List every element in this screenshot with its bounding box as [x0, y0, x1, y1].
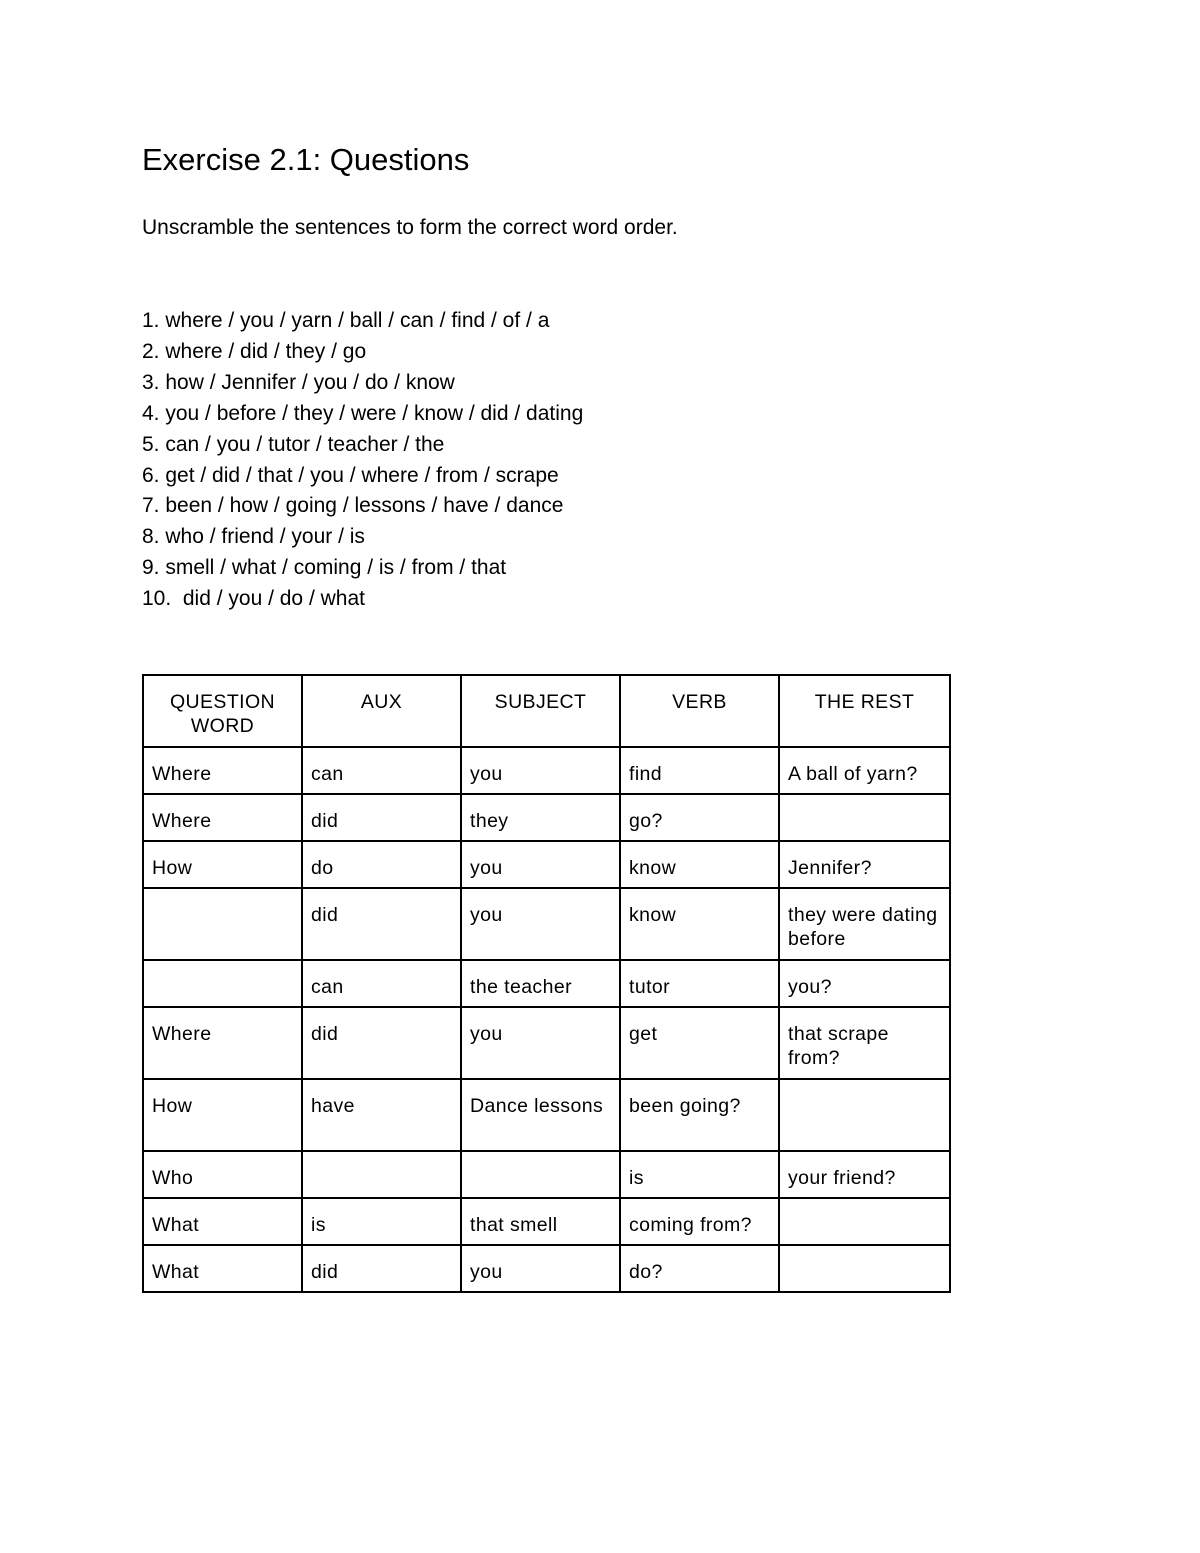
- cell-verb: tutor: [620, 960, 779, 1007]
- table-header-row: [143, 675, 950, 747]
- cell-verb: go?: [620, 794, 779, 841]
- cell-question-word: Who: [143, 1151, 302, 1198]
- cell-aux: did: [302, 1007, 461, 1079]
- scrambled-sentence: 10. did / you / do / what: [142, 587, 365, 611]
- cell-the-rest: [779, 794, 950, 841]
- cell-the-rest: Jennifer?: [779, 841, 950, 888]
- instructions-text: Unscramble the sentences to form the correct word order.: [142, 216, 678, 239]
- cell-subject: that smell: [461, 1198, 620, 1245]
- cell-aux: can: [302, 960, 461, 1007]
- table-row: [143, 1007, 950, 1079]
- exercise-title: Exercise 2.1: Questions: [142, 142, 470, 177]
- table-row: [143, 1245, 950, 1292]
- cell-the-rest: [779, 1245, 950, 1292]
- cell-aux: [302, 1151, 461, 1198]
- cell-question-word: [143, 888, 302, 960]
- table-row: [143, 841, 950, 888]
- table-row: [143, 794, 950, 841]
- cell-aux: did: [302, 888, 461, 960]
- cell-the-rest: A ball of yarn?: [779, 747, 950, 794]
- cell-subject: you: [461, 888, 620, 960]
- cell-subject: you: [461, 747, 620, 794]
- header-the-rest: THE REST: [779, 675, 950, 747]
- table-row: [143, 1079, 950, 1151]
- scrambled-sentence: 2. where / did / they / go: [142, 339, 367, 363]
- scrambled-sentence: 7. been / how / going / lessons / have / dance: [142, 494, 564, 518]
- cell-subject: you: [461, 1245, 620, 1292]
- cell-question-word: [143, 960, 302, 1007]
- header-aux: AUX: [302, 675, 461, 747]
- cell-aux: have: [302, 1079, 461, 1151]
- cell-aux: do: [302, 841, 461, 888]
- cell-verb: know: [620, 888, 779, 960]
- cell-question-word: Where: [143, 747, 302, 794]
- scrambled-sentence: 1. where / you / yarn / ball / can / find / of / a: [142, 309, 550, 332]
- cell-subject: [461, 1151, 620, 1198]
- cell-verb: find: [620, 747, 779, 794]
- cell-subject: you: [461, 841, 620, 888]
- cell-the-rest: [779, 1198, 950, 1245]
- cell-the-rest: you?: [779, 960, 950, 1007]
- cell-verb: get: [620, 1007, 779, 1079]
- table-row: [143, 1198, 950, 1245]
- cell-question-word: Where: [143, 794, 302, 841]
- cell-question-word: Where: [143, 1007, 302, 1079]
- cell-subject: the teacher: [461, 960, 620, 1007]
- scrambled-sentence: 6. get / did / that / you / where / from / scrape: [142, 463, 559, 487]
- header-verb: VERB: [620, 675, 779, 747]
- cell-the-rest: they were dating before: [779, 888, 950, 960]
- cell-verb: is: [620, 1151, 779, 1198]
- cell-subject: you: [461, 1007, 620, 1079]
- cell-aux: did: [302, 794, 461, 841]
- cell-verb: know: [620, 841, 779, 888]
- cell-question-word: What: [143, 1198, 302, 1245]
- cell-the-rest: that scrape from?: [779, 1007, 950, 1079]
- table-row: [143, 747, 950, 794]
- table-row: [143, 1151, 950, 1198]
- cell-subject: they: [461, 794, 620, 841]
- header-question-word: QUESTION WORD: [143, 675, 302, 747]
- cell-verb: been going?: [620, 1079, 779, 1151]
- scrambled-sentence: 9. smell / what / coming / is / from / that: [142, 556, 507, 580]
- table-row: [143, 888, 950, 960]
- scrambled-sentence: 4. you / before / they / were / know / did / dating: [142, 401, 584, 425]
- scrambled-sentence: 3. how / Jennifer / you / do / know: [142, 370, 455, 394]
- scrambled-sentence: 5. can / you / tutor / teacher / the: [142, 432, 445, 456]
- scrambled-sentence: 8. who / friend / your / is: [142, 525, 365, 549]
- cell-aux: is: [302, 1198, 461, 1245]
- cell-verb: coming from?: [620, 1198, 779, 1245]
- cell-verb: do?: [620, 1245, 779, 1292]
- scrambled-sentences-list: [142, 306, 583, 615]
- cell-aux: did: [302, 1245, 461, 1292]
- cell-question-word: How: [143, 841, 302, 888]
- cell-the-rest: your friend?: [779, 1151, 950, 1198]
- cell-question-word: How: [143, 1079, 302, 1151]
- cell-subject: Dance lessons: [461, 1079, 620, 1151]
- table-row: [143, 960, 950, 1007]
- header-subject: SUBJECT: [461, 675, 620, 747]
- cell-the-rest: [779, 1079, 950, 1151]
- cell-question-word: What: [143, 1245, 302, 1292]
- cell-aux: can: [302, 747, 461, 794]
- word-order-table: [142, 674, 951, 1293]
